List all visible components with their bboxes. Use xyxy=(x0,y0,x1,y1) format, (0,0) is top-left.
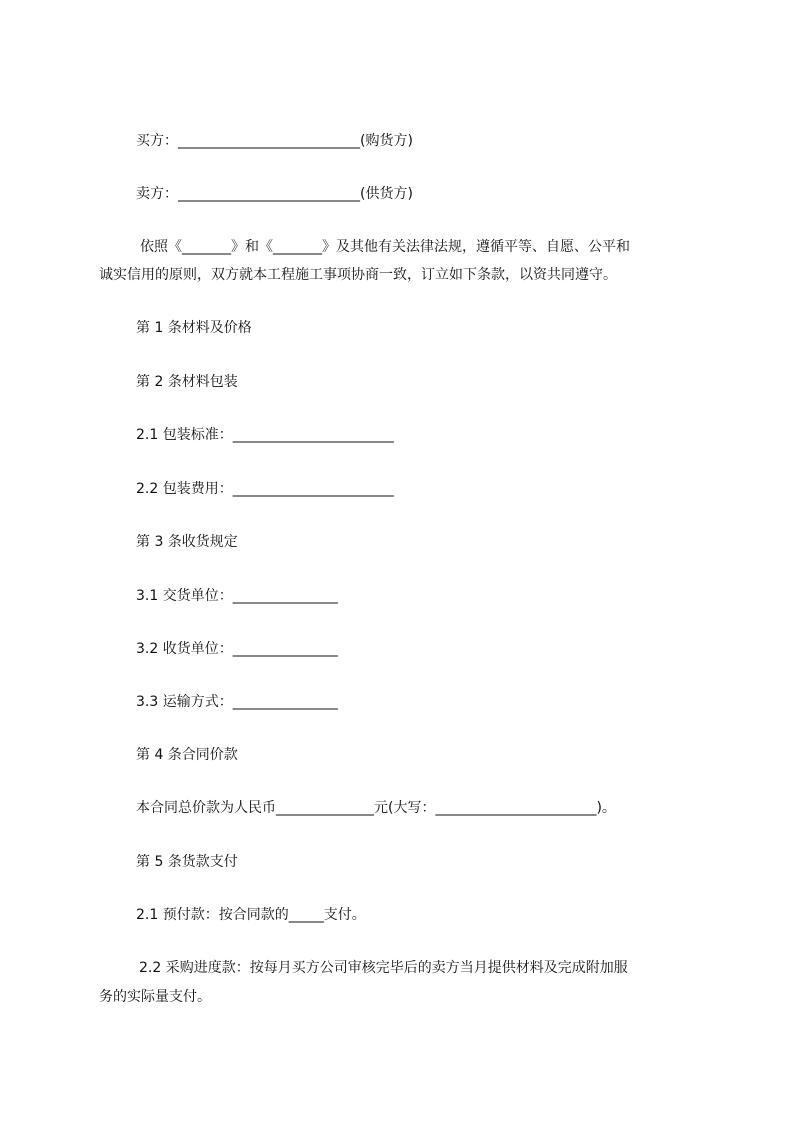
clause-3-1: 3.1 交货单位：_______________ xyxy=(136,588,338,604)
article-3-title: 第 3 条收货规定 xyxy=(136,534,238,550)
buyer-line: 买方：__________________________(购货方) xyxy=(136,133,413,149)
clause-5-2-line-2: 务的实际量支付。 xyxy=(99,989,211,1005)
article-2-title: 第 2 条材料包装 xyxy=(136,374,238,390)
clause-2-1: 2.1 包装标准：_______________________ xyxy=(136,427,394,443)
article-4-title: 第 4 条合同价款 xyxy=(136,747,238,763)
intro-paragraph-line-2: 诚实信用的原则，双方就本工程施工事项协商一致，订立如下条款，以资共同遵守。 xyxy=(99,267,617,283)
intro-paragraph-line-1: 依照《_______》和《_______》及其他有关法律法规，遵循平等、自愿、公平和 xyxy=(140,239,630,255)
clause-5-1: 2.1 预付款：按合同款的_____支付。 xyxy=(136,907,366,923)
clause-3-2: 3.2 收货单位：_______________ xyxy=(136,641,338,657)
article-1-title: 第 1 条材料及价格 xyxy=(136,320,252,336)
seller-line: 卖方：__________________________(供货方) xyxy=(136,186,413,202)
clause-3-3: 3.3 运输方式：_______________ xyxy=(136,694,338,710)
price-line: 本合同总价款为人民币______________元(大写：_______________________)。 xyxy=(136,800,616,816)
article-5-title: 第 5 条货款支付 xyxy=(136,854,238,870)
clause-5-2-line-1: 2.2 采购进度款：按每月买方公司审核完毕后的卖方当月提供材料及完成附加服 xyxy=(139,960,628,976)
clause-2-2: 2.2 包装费用：_______________________ xyxy=(136,481,394,497)
